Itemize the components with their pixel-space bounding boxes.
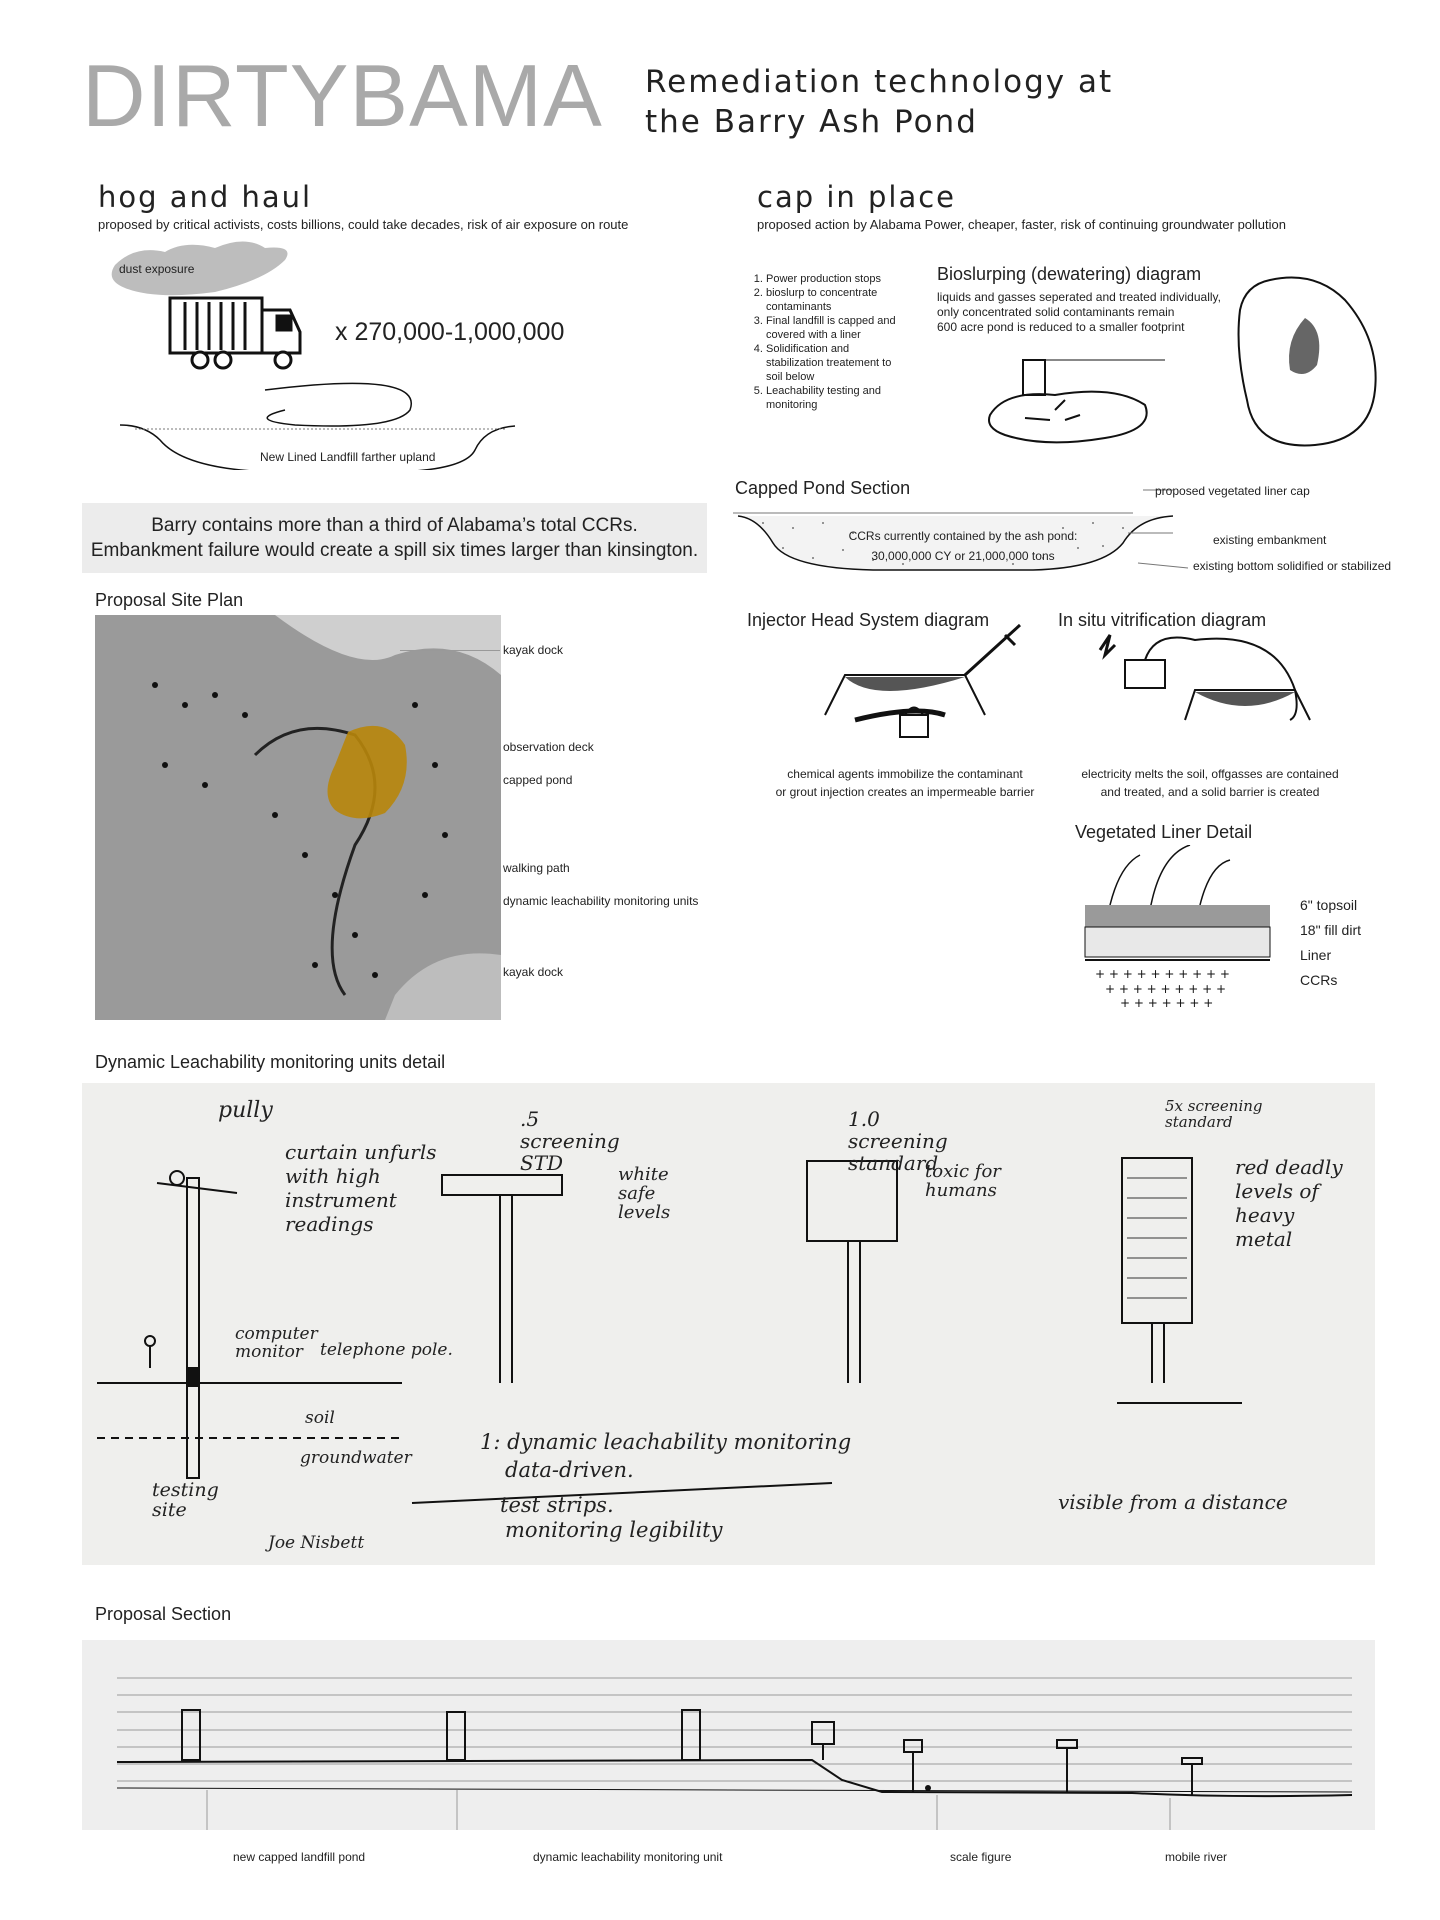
site-plan-title: Proposal Site Plan	[95, 590, 244, 610]
section-title: Proposal Section	[95, 1604, 232, 1624]
injector-caption-1: chemical agents immobilize the contaminant	[787, 767, 1023, 781]
lightning-icon	[1100, 635, 1115, 655]
cap-steps	[748, 272, 898, 412]
note-05: .5 screening STD	[520, 1107, 620, 1175]
note-soil: soil	[305, 1408, 335, 1428]
note-computer: computer monitor	[235, 1324, 318, 1362]
note-groundwater: groundwater	[300, 1448, 412, 1468]
vitrification-diagram	[1095, 630, 1345, 740]
note-pole: telephone pole.	[320, 1340, 453, 1360]
route-line	[265, 383, 411, 426]
hog-title: hog and haul	[98, 180, 313, 214]
embankment-label: existing embankment	[1213, 533, 1327, 547]
liner-layer-label: Liner	[1300, 947, 1332, 963]
note-10: 1.0 screening standard	[848, 1107, 948, 1175]
fill-dirt-layer	[1085, 927, 1270, 957]
capped-section-title: Capped Pond Section	[735, 478, 911, 498]
page-title: DIRTYBAMA	[82, 46, 603, 145]
cap-step: 4. Solidification and stabilization treatement to soil below	[766, 342, 898, 384]
vitrification-caption-1: electricity melts the soil, offgasses are contained	[1081, 767, 1339, 781]
cap-step: 1. Power production stops	[766, 272, 898, 286]
svg-text:+ + + + + + + + + +: + + + + + + + + + +	[1095, 967, 1230, 981]
note-pully: pully	[218, 1098, 273, 1123]
liner-diagram	[1080, 845, 1275, 1010]
plants-sketch	[1110, 845, 1230, 910]
bioslurp-title: Bioslurping (dewatering) diagram	[937, 264, 1202, 284]
vitrification-caption	[1070, 765, 1350, 801]
signature: Joe Nisbett	[268, 1533, 365, 1553]
note-visible: visible from a distance	[1058, 1490, 1288, 1514]
page-subtitle	[645, 62, 1113, 142]
reduced-footprint	[1289, 318, 1319, 374]
note-testing: testing site	[152, 1479, 219, 1521]
section-label: dynamic leachability monitoring unit	[533, 1850, 723, 1864]
site-plan-overlay	[95, 615, 501, 1020]
pond-contents-line-1: CCRs currently contained by the ash pond:	[848, 529, 1078, 543]
vitrification-caption-2: and treated, and a solid barrier is created	[1100, 785, 1320, 799]
proposal-section-diagram	[82, 1640, 1375, 1830]
svg-text:+ + + + + + + + +: + + + + + + + + +	[1105, 982, 1227, 996]
note-red: red deadly levels of heavy metal	[1235, 1155, 1343, 1251]
liner-layer-label: 18" fill dirt	[1300, 922, 1361, 938]
cap-step: 2. bioslurp to concentrate contaminants	[766, 286, 898, 314]
note-legibility: monitoring legibility	[505, 1518, 723, 1542]
liner-layer-label: CCRs	[1300, 972, 1338, 988]
truck-multiplier: x 270,000-1,000,000	[335, 318, 565, 346]
injector-caption	[765, 765, 1045, 801]
site-label: kayak dock	[503, 965, 564, 979]
section-panel	[82, 1640, 1375, 1830]
cap-step: 5. Leachability testing and monitoring	[766, 384, 898, 412]
vitrified-zone	[1195, 692, 1295, 706]
subtitle-line-1: Remediation technology at	[645, 64, 1114, 100]
liner-title: Vegetated Liner Detail	[1075, 822, 1253, 842]
note-5x: 5x screening standard	[1165, 1097, 1263, 1131]
note-data: data-driven.	[505, 1458, 634, 1482]
site-label: observation deck	[503, 740, 594, 754]
section-label: mobile river	[1165, 1850, 1228, 1864]
lock-icon	[900, 715, 928, 737]
bioslurp-desc-3: 600 acre pond is reduced to a smaller footprint	[937, 320, 1185, 334]
note-dynamic: 1: dynamic leachability monitoring	[480, 1430, 852, 1454]
note-curtain: curtain unfurls with high instrument readings	[285, 1140, 437, 1236]
truck-icon	[170, 298, 300, 368]
dust-exposure-label: dust exposure	[119, 262, 195, 276]
site-label: capped pond	[503, 773, 573, 787]
subtitle-line-2: the Barry Ash Pond	[645, 104, 978, 140]
bioslurp-desc-2: only concentrated solid contaminants remain	[937, 305, 1175, 319]
cap-description: proposed action by Alabama Power, cheaper, faster, risk of continuing groundwater pollution	[757, 217, 1286, 232]
section-label: new capped landfill pond	[233, 1850, 366, 1864]
svg-text:+ + + + + + +: + + + + + + +	[1120, 996, 1214, 1010]
landfill-label: New Lined Landfill farther upland	[260, 450, 436, 464]
site-label: walking path	[503, 861, 570, 875]
ccr-fact-box	[82, 503, 707, 573]
injector-caption-2: or grout injection creates an impermeable barrier	[775, 785, 1035, 799]
syringe-icon	[965, 625, 1020, 675]
pond-contents-line-2: 30,000,000 CY or 21,000,000 tons	[871, 549, 1055, 563]
injector-diagram	[815, 615, 1030, 755]
vitrification-title: In situ vitrification diagram	[1058, 610, 1267, 630]
fact-line-1: Barry contains more than a third of Alabama’s total CCRs.	[151, 515, 638, 536]
bioslurp-desc-1: liquids and gasses seperated and treated individually,	[937, 290, 1221, 304]
cap-liner-label: proposed vegetated liner cap	[1155, 484, 1310, 498]
pond-sketch	[989, 392, 1147, 443]
pump-sketch	[1023, 360, 1045, 395]
note-white: white safe levels	[618, 1164, 671, 1223]
scale-figure	[925, 1785, 931, 1791]
injector-title: Injector Head System diagram	[747, 610, 990, 630]
hog-description: proposed by critical activists, costs billions, could take decades, risk of air exposure on route	[98, 217, 629, 232]
ground-line	[117, 1760, 1352, 1796]
bioslurp-diagram	[985, 270, 1400, 460]
monitoring-units-section	[182, 1710, 1202, 1795]
pulley-icon	[170, 1171, 184, 1185]
cap-title: cap in place	[757, 180, 957, 214]
note-test: test strips.	[500, 1493, 614, 1517]
liner-layer-label: 6" topsoil	[1300, 897, 1358, 913]
bottom-label: existing bottom solidified or stabilized	[1193, 559, 1392, 573]
site-label: kayak dock	[503, 643, 564, 657]
dlmu-title: Dynamic Leachability monitoring units detail	[95, 1052, 446, 1072]
fact-line-2: Embankment failure would create a spill six times larger than kinsington.	[90, 540, 699, 561]
site-plan-aerial	[95, 615, 501, 1020]
section-label: scale figure	[950, 1850, 1012, 1864]
note-toxic: toxic for humans	[925, 1161, 1001, 1201]
ccr-layer	[1095, 967, 1230, 1010]
cap-step: 3. Final landfill is capped and covered with a liner	[766, 314, 898, 342]
pond-contents	[828, 526, 1098, 566]
contaminant-zone	[845, 677, 965, 691]
topsoil-layer	[1085, 905, 1270, 927]
battery-icon	[1125, 660, 1165, 688]
site-label: dynamic leachability monitoring units	[503, 894, 699, 908]
